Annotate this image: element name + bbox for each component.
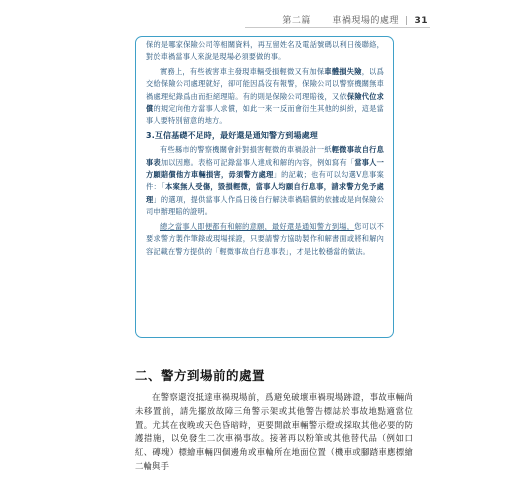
header-rule — [245, 27, 430, 28]
box-paragraph-3 — [146, 144, 384, 218]
running-header: 第二篇 車禍現場的處理 | 31 — [282, 16, 428, 26]
box-p3-bold-b: 當事人一方願賠償他方車輛損害，毋須警方處理 — [146, 157, 385, 180]
section-body — [135, 391, 413, 474]
box-paragraph-1: 保的是哪家保險公司等相關資料，再互留姓名及電話號碼以利日後聯絡，對於車禍當事人來說是現場必須要做的事。 — [146, 40, 384, 62]
header-part: 第二篇 — [282, 16, 311, 26]
box-p2-text-c: 的規定向他方當事人求償，如此一來一反而會衍生其他的糾紛，這是當事人要特別留意的地方。 — [146, 104, 385, 126]
box-p4-underlined: 總之當事人即便都有和解的意願，最好還是通知警方到場， — [160, 221, 355, 231]
box-p3-text-a: 有些縣市的警察機關會針對損害輕微的車禍設計一紙 — [160, 145, 332, 155]
box-p3-text-d: 」的選項，提供當事人作爲日後自行解決車禍賠償的依據或是向保險公司申辦理賠的證明。 — [146, 194, 385, 217]
box-p2-bold-a: 車體損失險 — [324, 66, 362, 76]
box-p3-bold-a: 輕微事故自行息事表 — [146, 145, 384, 167]
box-paragraph-2 — [146, 66, 384, 128]
box-p3-text-c: 」的記載；也有可以勾選V息事案件：「 — [146, 170, 384, 192]
tip-box — [135, 36, 394, 338]
box-p2-bold-b: 保險代位求償 — [146, 91, 384, 114]
box-p4-text: 您可以不要求警方製作筆錄或現場採證，只要請警方協助製作和解書面或將和解內容記載在警方提供的「輕微事故自行息事表」，才是比較穩當的做法。 — [146, 221, 384, 256]
box-p2-text-a: 實務上，有些被害車主發現車輛受損輕微又有加保 — [160, 66, 325, 76]
box-p3-text-b: 加以因應。表格可記錄當事人達成和解的內容，例如寫有「 — [160, 157, 355, 167]
box-paragraph-4 — [146, 221, 384, 258]
section-paragraph: 在警察還沒抵達車禍現場前，爲避免破壞車禍現場跡證，事故車輛尚未移置前，請先擺放故障三角警示架或其他警告標誌於事故地點適當位置。尤其在夜晚或天色昏暗時，更要開啟車輛警示燈或採取其他必要的防護措施，以免發生二次車禍事故。接著再以粉筆或其他替代品（例如口紅、磚塊）標繪車輛四個邊角或車輪所在地面位置（機車或腳踏車應標繪二輪與手 — [135, 392, 413, 471]
box-subtitle: 3.互信基礎不足時，最好還是通知警方到場處理 — [146, 130, 318, 140]
box-p2-text-b: ，以爲交給保險公司處理就好，卻可能因爲沒有報警，保險公司以警察機關無車禍處理紀錄爲由而拒絕理賠。有的則是保險公司理賠後，又依 — [146, 66, 384, 101]
section-heading: 二、警方到場前的處置 — [135, 368, 266, 383]
header-chapter: 車禍現場的處理 — [332, 16, 399, 26]
page-number: 31 — [414, 16, 428, 26]
box-p3-bold-c: 本案無人受傷，毀損輕微，當事人均願自行息事，請求警方免予處理 — [146, 182, 384, 204]
